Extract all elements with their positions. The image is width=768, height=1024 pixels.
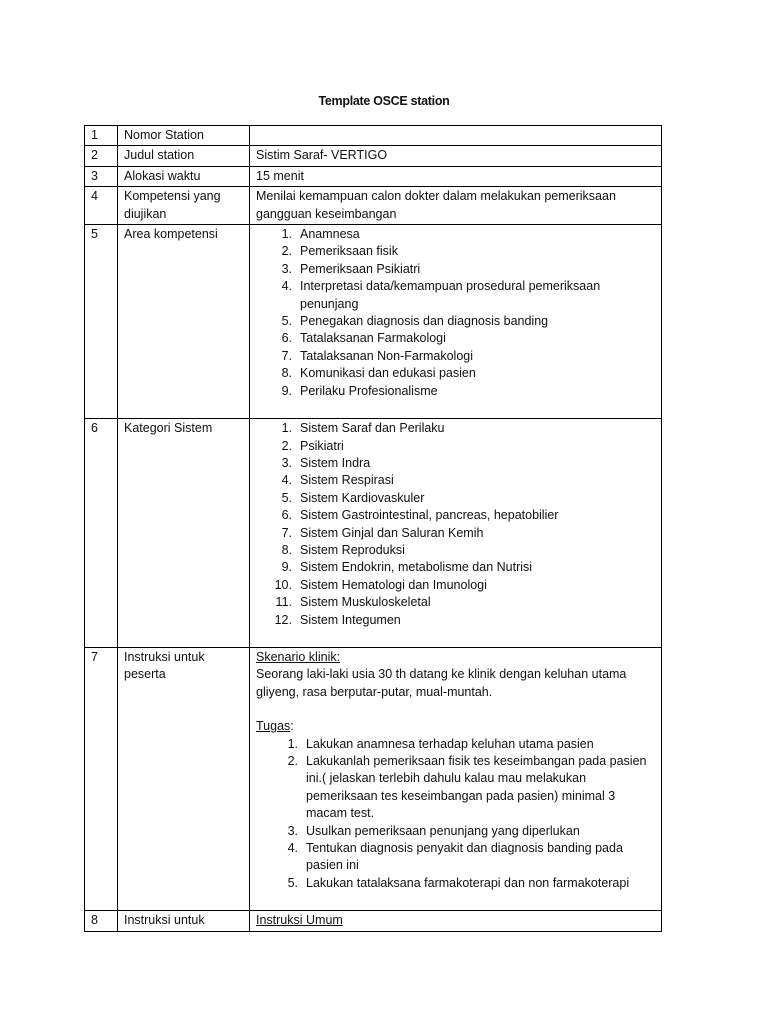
list-item: [256, 490, 656, 507]
table-row: [85, 187, 662, 225]
row-label: Instruksi untuk peserta: [118, 647, 250, 910]
list-item: [256, 420, 656, 437]
row-number: 7: [85, 647, 118, 910]
list-item: [256, 875, 656, 892]
list-item-number: 4.: [281, 473, 292, 488]
list-item-text: Sistem Indra: [300, 455, 371, 470]
row-number: 5: [85, 225, 118, 419]
list-item-number: 4.: [281, 279, 292, 294]
list-item-text: Sistem Muskuloskeletal: [300, 595, 431, 610]
list-item: [256, 243, 656, 260]
list-item-text: Usulkan pemeriksaan penunjang yang diperlukan: [306, 823, 580, 838]
list-item: [256, 525, 656, 542]
list-item: [256, 383, 656, 400]
task-list: [256, 736, 656, 893]
row-number: 3: [85, 166, 118, 186]
list-item-number: 2.: [281, 438, 292, 453]
list-item-text: Komunikasi dan edukasi pasien: [300, 366, 476, 381]
list-item-number: 12.: [274, 612, 292, 627]
list-item-text: Sistem Kardiovaskuler: [300, 490, 425, 505]
row-label: Kategori Sistem: [118, 419, 250, 648]
task-heading-line: [256, 718, 656, 735]
osce-station-table: [84, 125, 662, 932]
list-item-number: 5.: [281, 490, 292, 505]
scenario-text: Seorang laki-laki usia 30 th datang ke klinik dengan keluhan utama gliyeng, rasa berputar-putar, mual-muntah.: [256, 667, 627, 699]
list-item-number: 3.: [281, 455, 292, 470]
row-value: [250, 126, 662, 146]
table-row: [85, 126, 662, 146]
list-item: [256, 594, 656, 611]
table-row: [85, 419, 662, 648]
list-item: [256, 472, 656, 489]
list-item: [256, 753, 656, 823]
list-item-number: 6.: [281, 508, 292, 523]
list-item-text: Tentukan diagnosis penyakit dan diagnosis banding pada pasien ini: [306, 841, 623, 873]
list-item-text: Penegakan diagnosis dan diagnosis banding: [300, 314, 549, 329]
table-row: [85, 225, 662, 419]
list-item-text: Sistem Hematologi dan Imunologi: [300, 577, 487, 592]
list-item-number: 2.: [287, 754, 298, 768]
list-item-text: Psikiatri: [300, 438, 344, 453]
list-item-text: Sistem Integumen: [300, 612, 401, 627]
row-number: 4: [85, 187, 118, 225]
list-item-number: 1.: [281, 421, 292, 436]
list-item-number: 7.: [281, 525, 292, 540]
list-item-text: Tatalaksanan Farmakologi: [300, 331, 446, 346]
row-value: 15 menit: [250, 166, 662, 186]
list-item-number: 9.: [281, 560, 292, 575]
list-item-number: 8.: [281, 542, 292, 557]
scenario-heading: Skenario klinik:: [256, 649, 341, 664]
row-number: 6: [85, 419, 118, 648]
task-heading: Tugas: [256, 719, 291, 734]
row-value: [250, 911, 662, 931]
system-category-list: [256, 420, 656, 629]
list-item-text: Pemeriksaan fisik: [300, 244, 398, 259]
list-item: [256, 348, 656, 365]
table-row: [85, 911, 662, 931]
list-item-number: 8.: [281, 366, 292, 381]
table-row: [85, 146, 662, 166]
list-item-number: 3.: [287, 823, 298, 838]
row-label: Nomor Station: [118, 126, 250, 146]
list-item-number: 7.: [281, 348, 292, 363]
row-number: 2: [85, 146, 118, 166]
list-item-text: Sistem Endokrin, metabolisme dan Nutrisi: [300, 560, 533, 575]
list-item: [256, 278, 656, 313]
table-row: [85, 647, 662, 910]
list-item-number: 11.: [275, 595, 292, 610]
list-item-number: 1.: [287, 736, 298, 751]
list-item: [256, 313, 656, 330]
list-item-text: Pemeriksaan Psikiatri: [300, 261, 421, 276]
list-item: [256, 261, 656, 278]
row-value: Sistim Saraf- VERTIGO: [250, 146, 662, 166]
list-item: [256, 612, 656, 629]
row-label: Area kompetensi: [118, 225, 250, 419]
list-item-text: Lakukan anamnesa terhadap keluhan utama pasien: [306, 736, 594, 751]
list-item-number: 10.: [274, 577, 292, 592]
list-item: [256, 226, 656, 243]
list-item-number: 9.: [281, 383, 292, 398]
list-item-number: 5.: [281, 314, 292, 329]
list-item-text: Anamnesa: [300, 227, 360, 242]
list-item-text: Lakukanlah pemeriksaan fisik tes keseimbangan pada pasien ini.( jelaskan terlebih dahulu kalau mau melakukan pemeriksaan tes keseimbangan pada pasien) minimal 3 macam test.: [306, 754, 647, 821]
list-item: [256, 577, 656, 594]
list-item-text: Perilaku Profesionalisme: [300, 383, 438, 398]
participant-instruction-cell: [250, 647, 662, 910]
document-title: Template OSCE station: [318, 94, 450, 108]
list-item: [256, 736, 656, 753]
list-item-text: Sistem Respirasi: [300, 473, 394, 488]
list-item-text: Sistem Saraf dan Perilaku: [300, 421, 445, 436]
list-item-text: Sistem Ginjal dan Saluran Kemih: [300, 525, 484, 540]
list-item: [256, 823, 656, 840]
list-item-number: 3.: [281, 261, 292, 276]
competency-area-cell: [250, 225, 662, 419]
system-category-cell: [250, 419, 662, 648]
list-item-text: Tatalaksanan Non-Farmakologi: [300, 348, 474, 363]
list-item-number: 4.: [287, 841, 298, 856]
row-value: Menilai kemampuan calon dokter dalam melakukan pemeriksaan gangguan keseimbangan: [250, 187, 662, 225]
row-label: Instruksi untuk: [118, 911, 250, 931]
list-item-text: Interpretasi data/kemampuan prosedural pemeriksaan penunjang: [300, 279, 601, 311]
list-item-number: 6.: [281, 331, 292, 346]
table-row: [85, 166, 662, 186]
list-item: [256, 330, 656, 347]
row-label: Alokasi waktu: [118, 166, 250, 186]
row-number: 1: [85, 126, 118, 146]
list-item-text: Lakukan tatalaksana farmakoterapi dan non farmakoterapi: [306, 875, 630, 890]
list-item-number: 5.: [287, 875, 298, 890]
list-item-number: 1.: [281, 227, 292, 242]
list-item: [256, 365, 656, 382]
row-label: Kompetensi yang diujikan: [118, 187, 250, 225]
task-heading-colon: :: [290, 719, 294, 734]
row-number: 8: [85, 911, 118, 931]
row-label: Judul station: [118, 146, 250, 166]
list-item: [256, 559, 656, 576]
list-item: [256, 840, 656, 875]
competency-area-list: [256, 226, 656, 400]
list-item: [256, 438, 656, 455]
list-item-number: 2.: [281, 244, 292, 259]
list-item: [256, 542, 656, 559]
list-item: [256, 455, 656, 472]
general-instruction-heading: Instruksi Umum: [256, 913, 343, 928]
list-item-text: Sistem Gastrointestinal, pancreas, hepatobilier: [300, 508, 559, 523]
list-item: [256, 507, 656, 524]
list-item-text: Sistem Reproduksi: [300, 542, 405, 557]
